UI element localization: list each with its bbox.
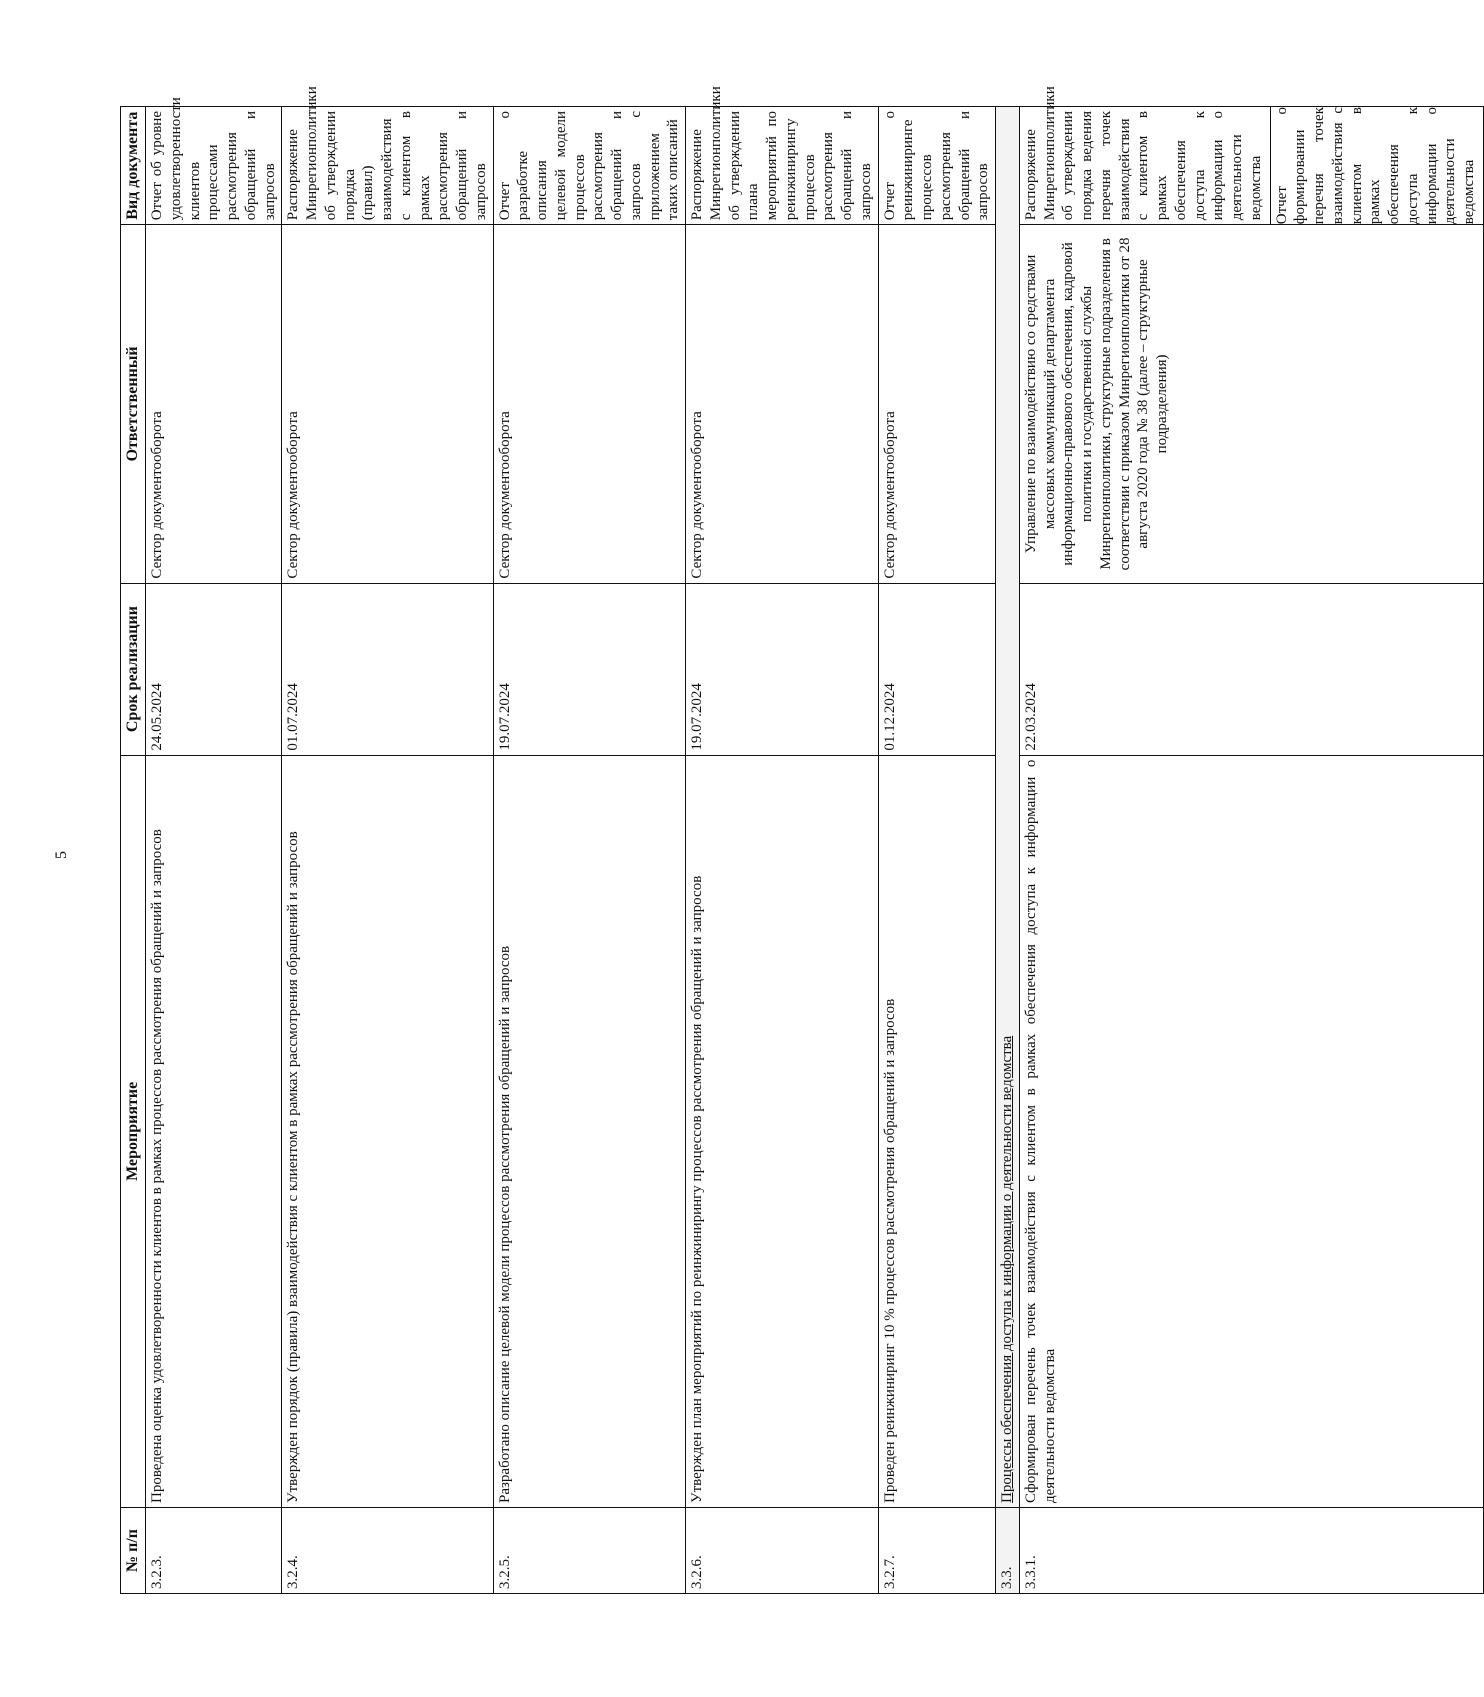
section-num: 3.3. (996, 1508, 1020, 1594)
table-row (493, 107, 686, 1594)
row-responsible: Управление по взаимодействию со средствами массовых коммуникаций департамента информационно-правового обеспечения, кадровой политики и государственной службы Минрегионполитики, структурные подразделения в соответствии с приказом Минрегионполитики от 28 августа 2020 года № 38 (далее – структурные подразделения) (1019, 225, 1483, 583)
row-responsible: Сектор документооборота (282, 225, 493, 583)
table-row (878, 107, 996, 1594)
doc-type-report: Отчет о формировании перечня точек взаимодействия с клиентом в рамках обеспечения доступа к информации о деятельности ведомства (1270, 107, 1479, 224)
row-doc-type: Отчет о реинжиниринге процессов рассмотрения обращений и запросов (878, 107, 996, 225)
section-title: Процессы обеспечения доступа к информации о деятельности ведомства (996, 107, 1020, 1508)
row-num: 3.2.7. (878, 1508, 996, 1594)
table-container (120, 86, 1477, 1594)
row-doc-type (1019, 86, 1483, 225)
row-doc-type: Распоряжение Минрегионполитики об утверждении порядка (правил) взаимодействия с клиентом в рамках рассмотрения обращений и запросов (282, 107, 493, 225)
row-responsible: Сектор документооборота (686, 225, 879, 583)
row-doc-type: Отчет об уровне удовлетворенности клиентов процессами рассмотрения обращений и запросов (146, 107, 282, 225)
header-deadline: Срок реализации (121, 583, 146, 755)
table-header-row (121, 107, 146, 1594)
row-doc-type: Отчет о разработке описания целевой модели процессов рассмотрения обращений и запросов с приложением таких описаний (493, 107, 686, 225)
row-num: 3.2.5. (493, 1508, 686, 1594)
row-deadline: 19.07.2024 (686, 583, 879, 755)
header-num: № п/п (121, 1508, 146, 1594)
row-responsible: Сектор документооборота (493, 225, 686, 583)
row-num: 3.2.6. (686, 1508, 879, 1594)
table-row (146, 107, 282, 1594)
row-event: Утвержден план мероприятий по реинжинирингу процессов рассмотрения обращений и запросов (686, 755, 879, 1507)
header-responsible: Ответственный (121, 225, 146, 583)
row-deadline: 22.03.2024 (1019, 583, 1483, 755)
row-deadline: 19.07.2024 (493, 583, 686, 755)
row-event: Разработано описание целевой модели процессов рассмотрения обращений и запросов (493, 755, 686, 1507)
section-row (996, 107, 1020, 1594)
row-responsible: Сектор документооборота (878, 225, 996, 583)
row-num: 3.2.4. (282, 1508, 493, 1594)
row-deadline: 24.05.2024 (146, 583, 282, 755)
table-row (686, 107, 879, 1594)
header-doc-type: Вид документа (121, 107, 146, 225)
doc-type-order: Распоряжение Минрегионполитики об утверждении порядка ведения перечня точек взаимодействия с клиентом в рамках обеспечения доступа к информации о деятельности ведомства (1022, 86, 1264, 221)
table-row (282, 107, 493, 1594)
row-responsible: Сектор документооборота (146, 225, 282, 583)
row-deadline: 01.12.2024 (878, 583, 996, 755)
row-event: Сформирован перечень точек взаимодействия с клиентом в рамках обеспечения доступа к информации о деятельности ведомства (1019, 755, 1483, 1507)
page-number: 5 (53, 851, 70, 859)
table-row (1019, 107, 1483, 1594)
row-event: Утвержден порядок (правила) взаимодействия с клиентом в рамках рассмотрения обращений и запросов (282, 755, 493, 1507)
row-event: Проведена оценка удовлетворенности клиентов в рамках процессов рассмотрения обращений и запросов (146, 755, 282, 1507)
row-num: 3.2.3. (146, 1508, 282, 1594)
row-num: 3.3.1. (1019, 1508, 1483, 1594)
action-plan-table (120, 86, 1484, 1594)
row-deadline: 01.07.2024 (282, 583, 493, 755)
header-event: Мероприятие (121, 755, 146, 1507)
row-doc-type: Распоряжение Минрегионполитики об утверждении плана мероприятий по реинжинирингу процессов рассмотрения обращений и запросов (686, 107, 879, 225)
row-event: Проведен реинжиниринг 10 % процессов рассмотрения обращений и запросов (878, 755, 996, 1507)
